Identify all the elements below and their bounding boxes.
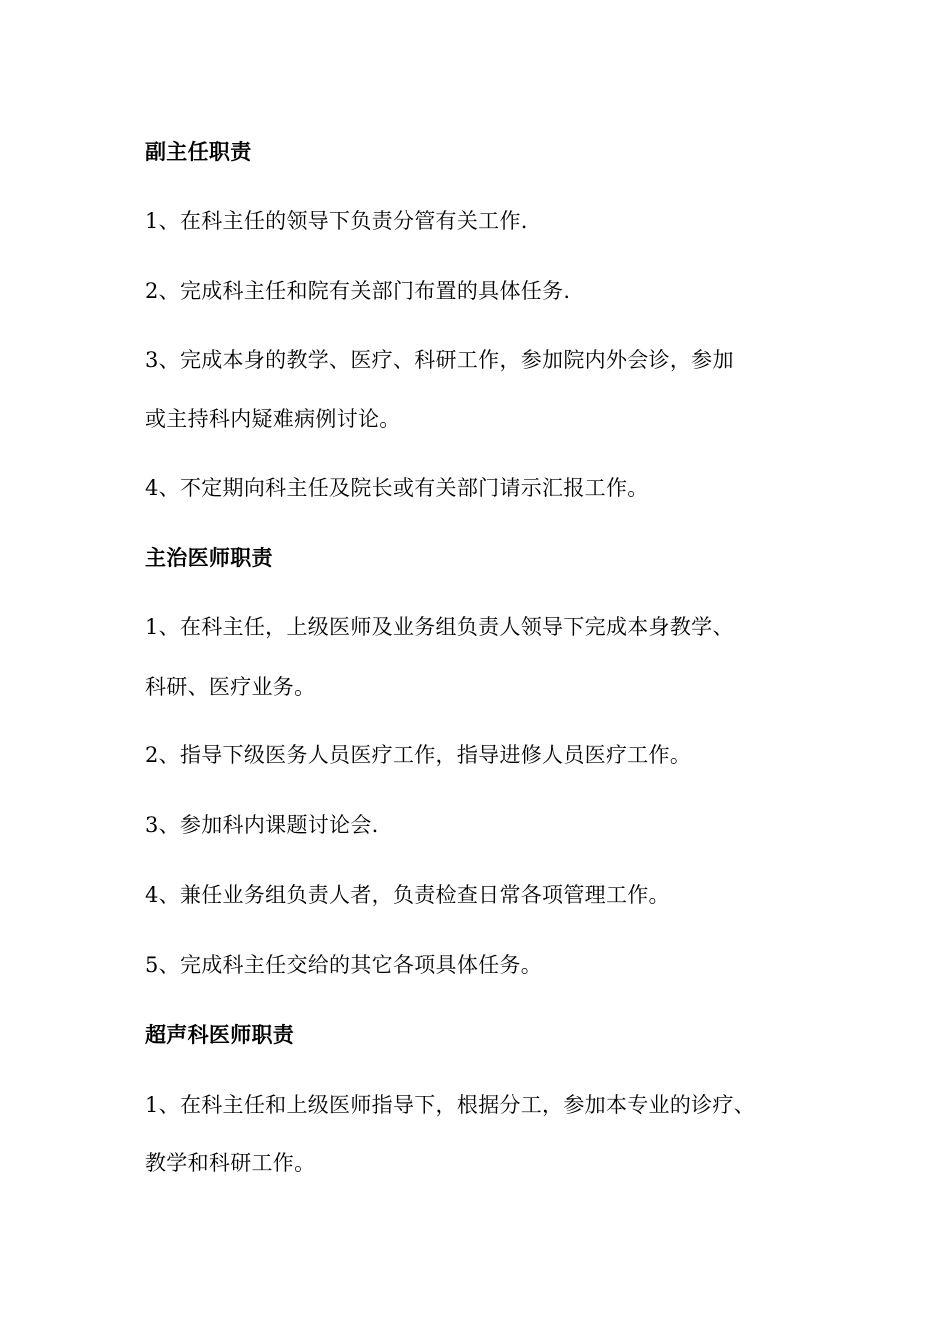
paragraph-line: 5、完成科主任交给的其它各项具体任务。 <box>145 953 543 977</box>
paragraph-line: 2、完成科主任和院有关部门布置的具体任务. <box>145 279 571 303</box>
paragraph-line: 1、在科主任，上级医师及业务组负责人领导下完成本身教学、 <box>145 615 734 639</box>
section-title-attending-physician: 主治医师职责 <box>145 546 273 570</box>
section-title-deputy-director: 副主任职责 <box>145 140 252 164</box>
paragraph-line: 教学和科研工作。 <box>145 1151 316 1175</box>
section-title-ultrasound-physician: 超声科医师职责 <box>145 1023 295 1047</box>
paragraph-line: 科研、医疗业务。 <box>145 675 316 699</box>
paragraph-line: 1、在科主任的领导下负责分管有关工作. <box>145 209 528 233</box>
paragraph-line: 1、在科主任和上级医师指导下，根据分工，参加本专业的诊疗、 <box>145 1093 756 1117</box>
paragraph-line: 2、指导下级医务人员医疗工作，指导进修人员医疗工作。 <box>145 743 692 767</box>
paragraph-line: 4、兼任业务组负责人者，负责检查日常各项管理工作。 <box>145 883 670 907</box>
paragraph-line: 3、参加科内课题讨论会. <box>145 813 379 837</box>
paragraph-line: 3、完成本身的教学、医疗、科研工作，参加院内外会诊，参加 <box>145 348 734 372</box>
paragraph-line: 或主持科内疑难病例讨论。 <box>145 407 401 431</box>
paragraph-line: 4、不定期向科主任及院长或有关部门请示汇报工作。 <box>145 476 649 500</box>
